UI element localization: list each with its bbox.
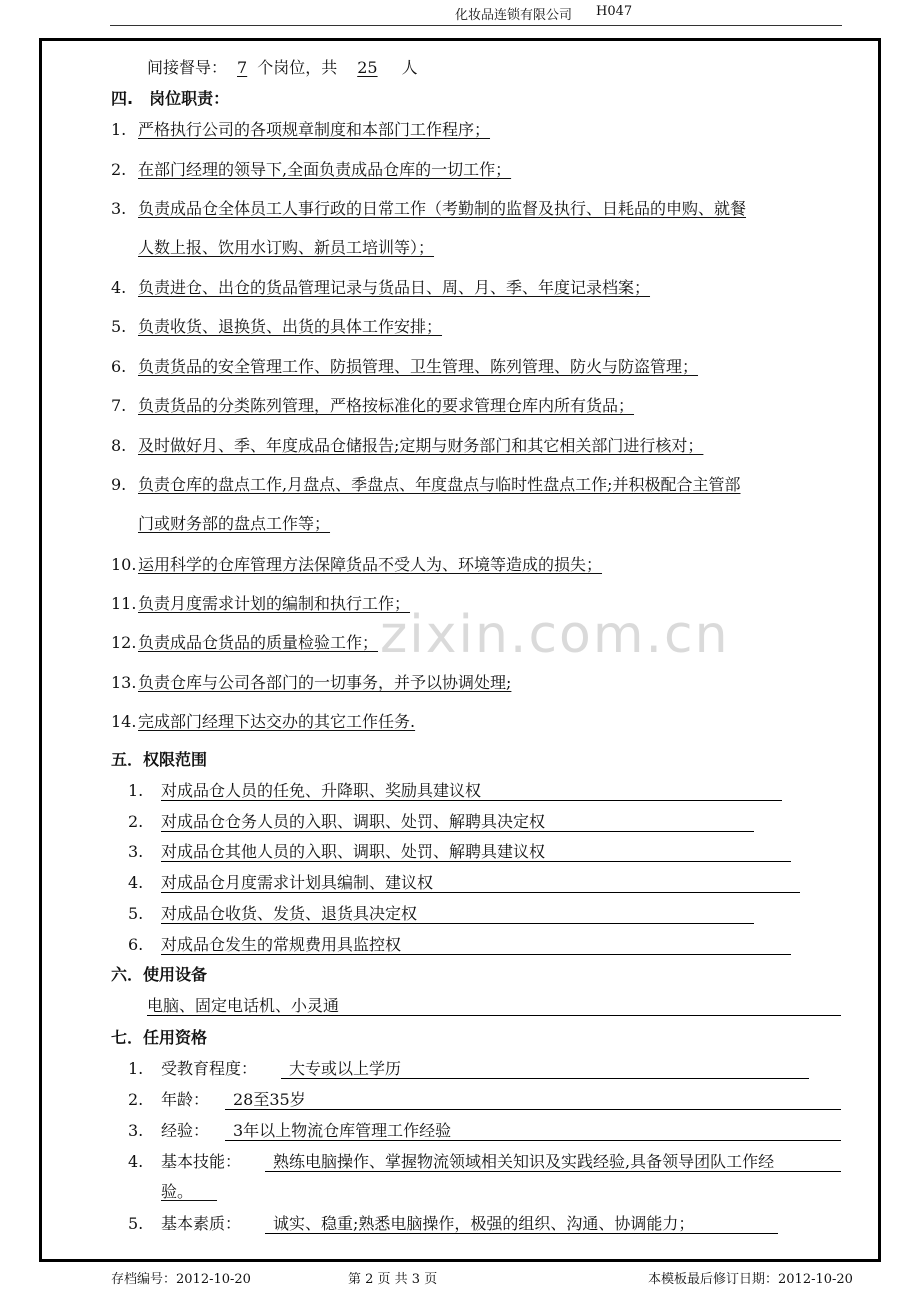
authority-number: 6.	[128, 935, 144, 954]
indirect-mid: 个岗位，共	[257, 58, 338, 77]
qualification-underline	[265, 1233, 778, 1234]
authority-text: 对成品仓其他人员的入职、调职、处罚、解聘具建议权	[161, 842, 546, 861]
qualification-number: 3.	[128, 1121, 144, 1140]
equipment-text: 电脑、固定电话机、小灵通	[147, 996, 340, 1015]
header-rule	[110, 25, 842, 26]
qualification-number: 2.	[128, 1090, 144, 1109]
qualification-underline	[225, 1109, 841, 1110]
authority-underline	[161, 923, 754, 924]
duty-item	[111, 396, 126, 416]
duty-text: 负责仓库与公司各部门的一切事务，并予以协调处理;	[138, 673, 512, 692]
duty-number: 14.	[111, 712, 137, 731]
footer-page: 第 2 页 共 3 页	[348, 1272, 438, 1287]
duty-item	[111, 633, 136, 653]
duty-item	[111, 475, 126, 495]
duty-text: 严格执行公司的各项规章制度和本部门工作程序；	[138, 120, 491, 139]
duty-number: 11.	[111, 594, 137, 613]
indirect-supervision	[147, 58, 418, 78]
duty-text: 人数上报、饮用水订购、新员工培训等）；	[138, 238, 435, 257]
duty-item	[111, 199, 126, 219]
qualification-value: 28至35岁	[233, 1090, 306, 1109]
header-company: 化妆品连锁有限公司	[455, 8, 573, 23]
duty-text: 负责月度需求计划的编制和执行工作；	[138, 594, 411, 613]
duty-text: 负责货品的安全管理工作、防损管理、卫生管理、陈列管理、防火与防盗管理；	[138, 357, 699, 376]
duty-item	[111, 160, 126, 180]
qualification-label: 基本素质：	[161, 1214, 242, 1233]
qualification-value: 诚实、稳重;熟悉电脑操作，极强的组织、沟通、协调能力；	[273, 1214, 695, 1233]
authority-text: 对成品仓月度需求计划具编制、建议权	[161, 873, 434, 892]
duty-number: 4.	[111, 278, 127, 297]
header-code: H047	[596, 4, 633, 19]
authority-number: 5.	[128, 904, 144, 923]
duty-text: 在部门经理的领导下,全面负责成品仓库的一切工作；	[138, 160, 512, 179]
authority-number: 3.	[128, 842, 144, 861]
qualification-value: 大专或以上学历	[289, 1059, 402, 1078]
qualification-underline	[281, 1078, 809, 1079]
duty-number: 5.	[111, 317, 127, 336]
section7-title: 七．任用资格	[111, 1028, 208, 1047]
duty-number: 7.	[111, 396, 127, 415]
section5-title: 五．权限范围	[111, 750, 208, 769]
duty-number: 2.	[111, 160, 127, 179]
authority-number: 1.	[128, 781, 144, 800]
qualification-label: 基本技能：	[161, 1152, 242, 1171]
equipment-underline	[147, 1015, 841, 1016]
duty-text: 负责货品的分类陈列管理，严格按标准化的要求管理仓库内所有货品；	[138, 396, 635, 415]
indirect-people: 25	[357, 58, 378, 77]
duty-number: 10.	[111, 555, 137, 574]
authority-text: 对成品仓人员的任免、升降职、奖励具建议权	[161, 781, 482, 800]
duty-text: 负责收货、退换货、出货的具体工作安排；	[138, 317, 443, 336]
authority-underline	[161, 954, 791, 955]
duty-number: 6.	[111, 357, 127, 376]
authority-text: 对成品仓收货、发货、退货具决定权	[161, 904, 418, 923]
duty-text: 门或财务部的盘点工作等；	[138, 514, 331, 533]
section6-title: 六．使用设备	[111, 965, 208, 984]
authority-number: 2.	[128, 812, 144, 831]
duty-number: 1.	[111, 120, 127, 139]
indirect-prefix: 间接督导：	[147, 58, 228, 77]
authority-number: 4.	[128, 873, 144, 892]
duty-text: 及时做好月、季、年度成品仓储报告;定期与财务部门和其它相关部门进行核对；	[138, 436, 704, 455]
authority-underline	[161, 861, 791, 862]
duty-text: 负责进仓、出仓的货品管理记录与货品日、周、月、季、年度记录档案；	[138, 278, 651, 297]
qualification-underline	[265, 1171, 841, 1172]
authority-underline	[161, 800, 782, 801]
duty-item	[111, 594, 136, 614]
duty-item	[111, 555, 136, 575]
authority-underline	[161, 892, 800, 893]
duty-item	[111, 317, 126, 337]
authority-underline	[161, 831, 754, 832]
section4-title: 四. 岗位职责：	[111, 89, 230, 108]
authority-text: 对成品仓发生的常规费用具监控权	[161, 935, 402, 954]
duty-text: 负责仓库的盘点工作,月盘点、季盘点、年度盘点与临时性盘点工作;并积极配合主管部	[138, 475, 741, 494]
indirect-positions: 7	[237, 58, 248, 77]
duty-number: 3.	[111, 199, 127, 218]
qualification-label: 经验：	[161, 1121, 210, 1140]
qualification-underline	[225, 1140, 841, 1141]
duty-number: 9.	[111, 475, 127, 494]
indirect-suffix: 人	[401, 58, 418, 77]
duty-number: 13.	[111, 673, 137, 692]
qualification-label: 年龄：	[161, 1090, 210, 1109]
footer-revised: 本模板最后修订日期：2012-10-20	[648, 1272, 853, 1287]
duty-item	[111, 357, 126, 377]
duty-number: 8.	[111, 436, 127, 455]
qualification-value: 3年以上物流仓库管理工作经验	[233, 1121, 452, 1140]
duty-text: 负责成品仓全体员工人事行政的日常工作（考勤制的监督及执行、日耗品的申购、就餐	[138, 199, 747, 218]
duty-item	[111, 278, 126, 298]
watermark: zixin.com.cn	[380, 605, 730, 665]
duty-number: 12.	[111, 633, 137, 652]
duty-text: 运用科学的仓库管理方法保障货品不受人为、环境等造成的损失；	[138, 555, 603, 574]
qualification-value-cont: 验。	[161, 1182, 218, 1201]
qualification-number: 5.	[128, 1214, 144, 1233]
qualification-value: 熟练电脑操作、掌握物流领域相关知识及实践经验,具备领导团队工作经	[273, 1152, 775, 1171]
qualification-number: 1.	[128, 1059, 144, 1078]
duty-text: 完成部门经理下达交办的其它工作任务.	[138, 712, 416, 731]
page-header	[0, 0, 920, 28]
duty-item	[111, 120, 126, 140]
duty-item	[111, 712, 136, 732]
qualification-label: 受教育程度：	[161, 1059, 258, 1078]
authority-text: 对成品仓仓务人员的入职、调职、处罚、解聘具决定权	[161, 812, 546, 831]
duty-item	[111, 436, 126, 456]
footer-archive: 存档编号：2012-10-20	[111, 1272, 251, 1287]
qualification-number: 4.	[128, 1152, 144, 1171]
duty-item	[111, 673, 136, 693]
duty-text: 负责成品仓货品的质量检验工作；	[138, 633, 379, 652]
